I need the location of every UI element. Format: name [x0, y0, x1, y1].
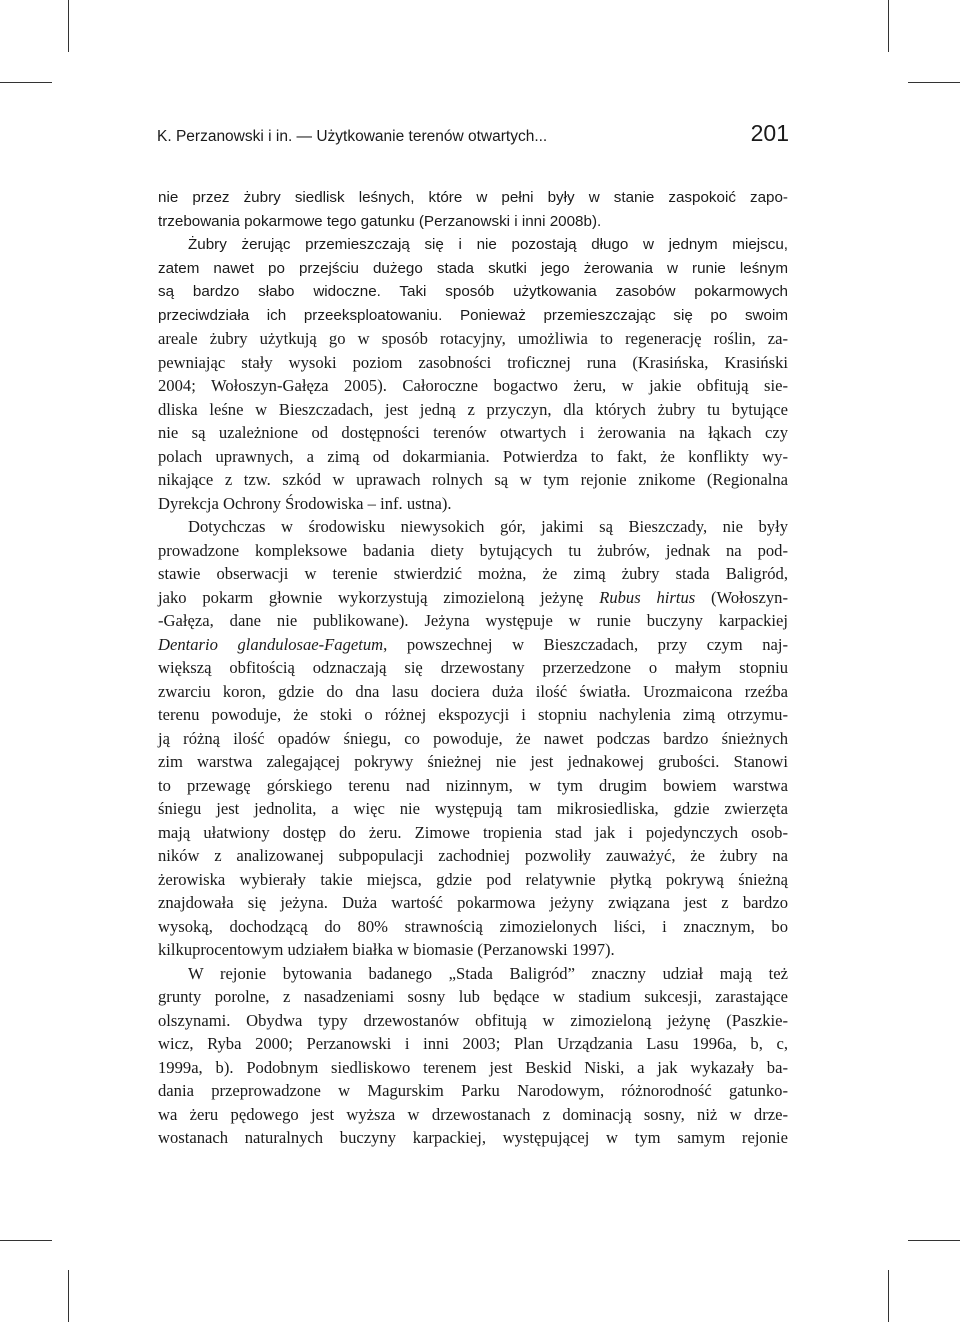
- crop-mark-top-right: [888, 0, 889, 52]
- text-line: Dentario glandulosae-Fagetum, powszechnej w Bieszczadach, przy czym naj-: [158, 634, 789, 654]
- text-line: terenu powoduje, że stoki o różnej ekspozycji i stopniu nachylenia zimą otrzymu-: [158, 705, 788, 724]
- text-line: ją różną ilość opadów śniegu, co powoduje, że nawet podczas bardzo śnieżnych: [158, 728, 788, 748]
- text-line: 1999a, b). Podobnym siedliskowo terenem jest Beskid Niski, a jak wykazały ba-: [158, 1057, 788, 1077]
- crop-mark-bottom-left: [68, 1270, 69, 1322]
- text-line: nikające z tzw. szkód w uprawach rolnych są w tym rejonie znikome (Regionalna: [158, 470, 788, 489]
- text-line: 2004; Wołoszyn-Gałęza 2005). Całoroczne bogactwo żeru, w jakie obfitują sie-: [158, 376, 788, 395]
- crop-mark-bottom-right: [888, 1270, 889, 1322]
- crop-mark-right-lower: [908, 1240, 960, 1241]
- text-line: trzebowania pokarmowe tego gatunku (Perzanowski i inni 2008b).: [158, 212, 602, 230]
- crop-mark-right-upper: [908, 82, 960, 83]
- text-line: -Gałęza, dane nie publikowane). Jeżyna występuje w runie buczyny karpackiej: [158, 611, 788, 630]
- text-line: jako pokarm głownie wykorzystują zimozieloną jeżynę Rubus hirtus (Wołoszyn-: [158, 587, 788, 607]
- text-line: zwarciu koron, gdzie do dna lasu dociera duża ilość światła. Urozmaicona rzeźba: [158, 681, 788, 701]
- text-line: prowadzone kompleksowe badania diety bytujących tu żubrów, jednak na pod-: [158, 540, 788, 560]
- text-line: W rejonie bytowania badanego „Stada Baligród” znaczny udział mają też: [188, 963, 788, 983]
- text-line: przeciwdziała ich przeeksploatowaniu. Ponieważ przemieszczając się po swoim: [158, 306, 788, 324]
- text-line: dliska leśne w Bieszczadach, jest jedną z przyczyn, dla których żubry tu bytujące: [158, 399, 788, 419]
- text-line: wysoką, dochodzącą do 80% strawnością zimozielonych liści, i znacznym, bo: [158, 916, 788, 936]
- crop-mark-left-upper: [0, 82, 52, 83]
- body-text: [158, 186, 788, 1150]
- running-head: K. Perzanowski i in. — Użytkowanie terenów otwartych...: [157, 128, 548, 145]
- text-line: grunty porolne, z nasadzeniami sosny lub będące w stadium sukcesji, zarastające: [158, 987, 788, 1006]
- text-line: większą obfitością odznaczają się drzewostany przerzedzone o małym stopniu: [158, 658, 788, 677]
- text-line: pewniając stały wysoki poziom zasobności troficznej runa (Krasińska, Krasiński: [158, 352, 788, 372]
- text-line: nie przez żubry siedlisk leśnych, które w pełni były w stanie zaspokoić zapo-: [158, 189, 788, 206]
- text-line: areale żubry użytkują go w sposób rotacyjny, umożliwia to regenerację roślin, za-: [158, 329, 788, 348]
- text-line: wicz, Ryba 2000; Perzanowski i inni 2003; Plan Urządzania Lasu 1996a, b, c,: [158, 1034, 788, 1053]
- text-line: Żubry żerując przemieszczają się i nie pozostają długo w jednym miejscu,: [188, 236, 788, 253]
- text-line: Dyrekcja Ochrony Środowiska – inf. ustna).: [158, 493, 452, 513]
- text-line: wa żeru pędowego jest wyższa w drzewostanach z dominacją sosny, niż w drze-: [158, 1104, 788, 1124]
- text-line: polach uprawnych, a zimą od dokarmiania. Potwierdza to fakt, że konflikty wy-: [158, 446, 788, 466]
- text-line: zatem nawet po przejściu dużego stada skutki jego żerowania w runie leśnym: [158, 259, 788, 277]
- crop-mark-left-lower: [0, 1240, 52, 1241]
- text-line: Dotychczas w środowisku niewysokich gór, jakimi są Bieszczady, nie były: [188, 517, 788, 536]
- text-line: ników z analizowanej subpopulacji zachodniej pozwoliły zauważyć, że żubry na: [158, 846, 788, 865]
- text-line: znajdowała się jeżyna. Duża wartość pokarmowa jeżyny związana jest z bardzo: [158, 893, 788, 912]
- page-number: 201: [750, 120, 789, 146]
- text-line: nie są uzależnione od dostępności terenów otwartych i żerowania na łąkach czy: [158, 423, 788, 442]
- text-line: stawie obserwacji w terenie stwierdzić można, że zimą żubry stada Baligród,: [158, 564, 788, 583]
- text-line: żerowiska wybierały takie miejsca, gdzie pod relatywnie płytką pokrywą śnieżną: [158, 869, 788, 889]
- text-line: śniegu jest jednolita, a więc nie występują tam mikrosiedliska, gdzie zwierzęta: [158, 799, 788, 818]
- crop-mark-top-left: [68, 0, 69, 52]
- text-line: dania przeprowadzone w Magurskim Parku Narodowym, różnorodność gatunko-: [158, 1081, 788, 1100]
- text-line: to przewagę górskiego terenu nad nizinnym, w tym drugim bowiem warstwa: [158, 775, 788, 795]
- text-line: olszynami. Obydwa typy drzewostanów obfitują w zimozieloną jeżynę (Paszkie-: [158, 1010, 788, 1030]
- page-header: [157, 122, 789, 152]
- text-line: są bardzo słabo widoczne. Taki sposób użytkowania zasobów pokarmowych: [158, 283, 788, 300]
- text-line: mają ułatwiony dostęp do żeru. Zimowe tropienia stad jak i pojedynczych osob-: [158, 822, 788, 842]
- text-line: kilkuprocentowym udziałem białka w biomasie (Perzanowski 1997).: [158, 940, 615, 959]
- text-line: wostanach naturalnych buczyny karpackiej, występującej w tym samym rejonie: [158, 1128, 788, 1147]
- text-line: zim warstwa zalegającej pokrywy śnieżnej nie jest jednakowej grubości. Stanowi: [158, 752, 788, 771]
